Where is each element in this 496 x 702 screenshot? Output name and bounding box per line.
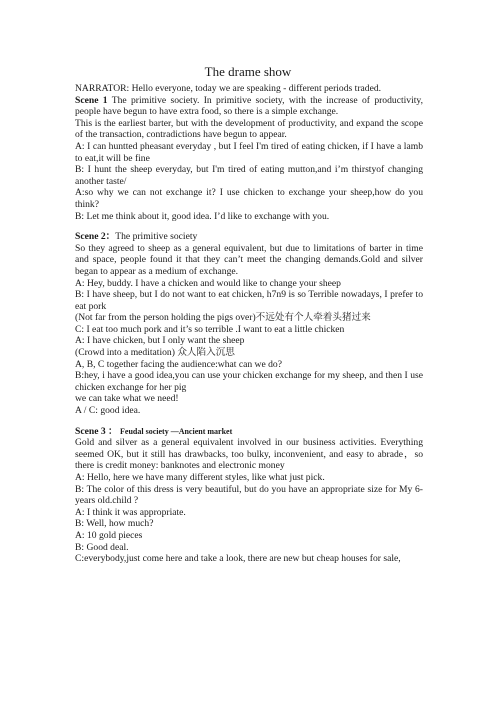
scene3-heading	[75, 426, 423, 438]
paragraph-gap	[75, 222, 423, 231]
dialogue-line: B: Let me think about it, good idea. I’d like to exchange with you.	[75, 210, 330, 222]
dialogue-line: A: Hello, here we have many different styles, like what just pick.	[75, 472, 325, 483]
paragraph: Gold and silver as a general equivalent involved in our business activities. Everything seemed OK, but it still has drawbacks, too bulky, inconvenient, and easy to abrade，so there is credit money: banknotes and electronic money	[75, 437, 423, 472]
paragraph: This is the earliest barter, but with the development of productivity, and expand the scope of the transaction, contradictions have begun to appear.	[75, 117, 423, 141]
dialogue-line: A: I have chicken, but I only want the sheep	[75, 335, 245, 347]
dialogue-line: A / C: good idea.	[75, 405, 141, 417]
scene2-title: The primitive society	[115, 231, 198, 243]
dialogue-line: C:everybody,just come here and take a look, there are new but cheap houses for sale,	[75, 553, 401, 565]
document-body	[75, 83, 423, 565]
dialogue-line: B: Good deal.	[75, 541, 129, 553]
paragraph-gap	[75, 417, 423, 426]
dialogue-line: B: The color of this dress is very beautiful, but do you have an appropriate size for My 6- years old.child ?	[75, 483, 423, 507]
scene1-label: Scene 1	[75, 94, 108, 106]
dialogue-line: A:so why we can not exchange it? I use chicken to exchange your sheep,how do you think?	[75, 187, 423, 210]
scene1-paragraph	[75, 95, 423, 118]
narrator-line: NARRATOR: Hello everyone, today we are speaking - different periods traded.	[75, 83, 382, 94]
dialogue-line: B: Well, how much?	[75, 518, 154, 530]
scene1-text: The primitive society. In primitive society, with the increase of productivity, people have begun to have extra food, so there is a simple exchange.	[75, 94, 423, 118]
dialogue-line: B:hey, i have a good idea,you can use your chicken exchange for my sheep, and then I use chicken exchange for her pig	[75, 370, 423, 393]
scene2-heading	[75, 231, 423, 243]
dialogue-line: A, B, C together facing the audience:what can we do?	[75, 358, 282, 370]
document-title: The drame show	[204, 64, 292, 79]
scene3-title: Feudal society —Ancient market	[120, 426, 233, 436]
paragraph: So they agreed to sheep as a general equivalent, but due to limitations of barter in time and space, people found it that they can’t meet the changing demands.Gold and silver began to appear as a medium of exchange.	[75, 242, 423, 277]
dialogue-line: B: I have sheep, but I do not want to eat chicken, h7n9 is so Terrible nowadays, I prefer to eat pork	[75, 289, 423, 312]
dialogue-line: A: I think it was appropriate.	[75, 506, 186, 518]
dialogue-line: C: I eat too much pork and it’s so terrible .I want to eat a little chicken	[75, 323, 345, 335]
scene2-label: Scene 2：	[75, 231, 116, 243]
dialogue-line: B: I hunt the sheep everyday, but I'm tired of eating mutton,and i’m thirstyof changing another taste/	[75, 164, 423, 187]
scene3-label: Scene 3 ：	[75, 425, 118, 437]
dialogue-line: A: 10 gold pieces	[75, 529, 143, 541]
dialogue-line: we can take what we need!	[75, 393, 179, 405]
stage-direction: (Crowd into a meditation) 众人陷入沉思	[75, 347, 235, 359]
dialogue-line: A: Hey, buddy. I have a chicken and would like to change your sheep	[75, 277, 341, 289]
stage-direction: (Not far from the person holding the pigs over)不远处有个人牵着头猪过来	[75, 312, 371, 324]
dialogue-line: A: I can huntted pheasant everyday , but I feel I'm tired of eating chicken, if I have a lamb to eat,it will be fine	[75, 140, 423, 164]
